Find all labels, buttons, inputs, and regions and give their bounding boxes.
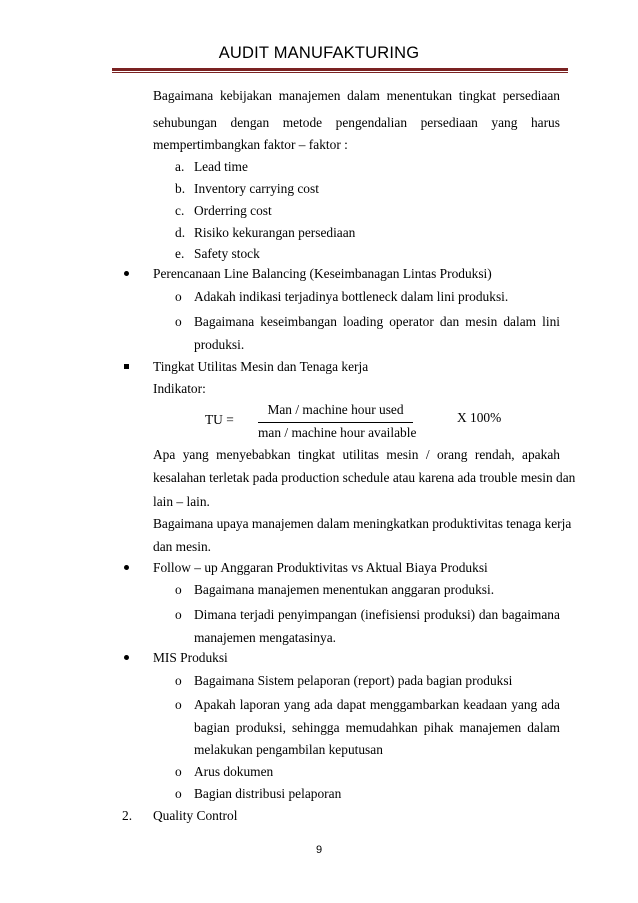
list-item-ordering-cost: Orderring cost [194, 203, 272, 218]
follow-up-sub-1: Bagaimana manajemen menentukan anggaran produksi. [194, 582, 495, 597]
word: pihak [423, 720, 454, 735]
formula-lhs: TU = [205, 412, 234, 427]
word: pengendalian [335, 115, 408, 130]
intro-line-3: mempertimbangkan faktor – faktor : [153, 137, 348, 152]
word: Dimana [194, 607, 237, 622]
word: lini [542, 314, 560, 329]
quality-control-heading: Quality Control [153, 808, 238, 823]
sub-bullet-marker: o [175, 673, 182, 688]
word: tingkat [458, 88, 496, 103]
utilitas-para-1-line-3: lain – lain. [153, 494, 210, 509]
utilitas-para-2-line-1: Bagaimana upaya manajemen dalam meningkatkan produktivitas tenaga kerja [153, 516, 572, 531]
word: dalam [503, 314, 537, 329]
word: menentukan [386, 88, 453, 103]
mis-title: MIS Produksi [153, 650, 228, 665]
word: yang [511, 697, 538, 712]
list-item-safety-stock: Safety stock [194, 246, 260, 261]
follow-up-title: Follow – up Anggaran Produktivitas vs Aktual Biaya Produksi [153, 560, 488, 575]
word: manajemen [278, 88, 341, 103]
word: metode [282, 115, 323, 130]
utilitas-para-1-line-2: kesalahan terletak pada production schedule atau karena ada trouble mesin dan [153, 470, 576, 485]
word: apakah [522, 447, 560, 462]
word: harus [530, 115, 560, 130]
word: tingkat [297, 447, 336, 462]
utilitas-para-1-line-1 [153, 447, 560, 463]
word: mesin [386, 447, 419, 462]
mis-sub-2-line-1 [194, 697, 560, 713]
word: orang [436, 447, 468, 462]
bullet-square-icon [124, 364, 129, 369]
line-balancing-title: Perencanaan Line Balancing (Keseimbanagan Lintas Produksi) [153, 266, 492, 281]
word: produksi) [423, 607, 476, 622]
header-rule-thin [112, 72, 568, 73]
line-balancing-sub-2-line-2: produksi. [194, 337, 245, 352]
word: keadaan [463, 697, 508, 712]
list-marker-b: b. [175, 181, 186, 196]
word: yang [182, 447, 209, 462]
word: yang [491, 115, 518, 130]
fraction-bar [258, 422, 413, 423]
word: mesin [465, 314, 498, 329]
header-rule [112, 68, 568, 71]
word: dan [439, 314, 460, 329]
word: Apa [153, 447, 176, 462]
word: Bagaimana [153, 88, 214, 103]
mis-sub-3: Arus dokumen [194, 764, 274, 779]
word: terjadi [240, 607, 275, 622]
word: dengan [230, 115, 270, 130]
word: menyebabkan [216, 447, 291, 462]
list-item-risiko: Risiko kekurangan persediaan [194, 225, 356, 240]
page-number: 9 [315, 844, 323, 856]
word: operator [389, 314, 434, 329]
bullet-dot-icon [124, 655, 129, 660]
mis-sub-1: Bagaimana Sistem pelaporan (report) pada bagian produksi [194, 673, 513, 688]
intro-line-1 [153, 88, 560, 104]
word: utilitas [342, 447, 379, 462]
bullet-dot-icon [124, 565, 129, 570]
word: menggambarkan [369, 697, 460, 712]
line-balancing-sub-1: Adakah indikasi terjadinya bottleneck dalam lini produksi. [194, 289, 509, 304]
list-marker-e: e. [175, 246, 185, 261]
page-header-title: AUDIT MANUFAKTURING [218, 44, 420, 62]
word: laporan [239, 697, 280, 712]
list-item-inventory-carrying-cost: Inventory carrying cost [194, 181, 319, 196]
follow-up-sub-2-line-1 [194, 607, 560, 623]
word: ada [314, 697, 333, 712]
word: / [425, 447, 430, 462]
word: dalam [527, 720, 560, 735]
sub-bullet-marker: o [175, 607, 182, 622]
mis-sub-2-line-2 [194, 720, 560, 736]
sub-bullet-marker: o [175, 314, 182, 329]
word: dan [478, 607, 499, 622]
mis-sub-2-line-3: melakukan pengambilan keputusan [194, 742, 383, 757]
word: ada [541, 697, 560, 712]
word: sehubungan [153, 115, 217, 130]
list-marker-c: c. [175, 203, 185, 218]
formula-denominator: man / machine hour available [258, 425, 417, 440]
follow-up-sub-2-line-2: manajemen mengatasinya. [194, 630, 337, 645]
word: bagaimana [501, 607, 560, 622]
word: dalam [347, 88, 380, 103]
word: sehingga [291, 720, 340, 735]
formula-multiplier: X 100% [457, 410, 502, 425]
word: persediaan [502, 88, 560, 103]
word: rendah, [474, 447, 515, 462]
line-balancing-sub-2-line-1 [194, 314, 560, 330]
section-number: 2. [122, 808, 133, 823]
word: Apakah [194, 697, 236, 712]
word: manajemen [459, 720, 522, 735]
word: dapat [336, 697, 366, 712]
sub-bullet-marker: o [175, 289, 182, 304]
list-item-lead-time: Lead time [194, 159, 248, 174]
word: memudahkan [345, 720, 418, 735]
word: (inefisiensi [360, 607, 421, 622]
word: keseimbangan [260, 314, 337, 329]
word: kebijakan [219, 88, 273, 103]
list-marker-a: a. [175, 159, 185, 174]
word: penyimpangan [278, 607, 357, 622]
utilitas-para-2-line-2: dan mesin. [153, 539, 212, 554]
sub-bullet-marker: o [175, 697, 182, 712]
bullet-dot-icon [124, 271, 129, 276]
formula-numerator: Man / machine hour used [267, 402, 404, 417]
word: loading [342, 314, 384, 329]
sub-bullet-marker: o [175, 786, 182, 801]
word: Bagaimana [194, 314, 255, 329]
word: persediaan [420, 115, 478, 130]
intro-line-2 [153, 115, 560, 131]
word: bagian [194, 720, 230, 735]
word: produksi, [235, 720, 286, 735]
mis-sub-4: Bagian distribusi pelaporan [194, 786, 342, 801]
sub-bullet-marker: o [175, 582, 182, 597]
list-marker-d: d. [175, 225, 186, 240]
sub-bullet-marker: o [175, 764, 182, 779]
utilitas-title: Tingkat Utilitas Mesin dan Tenaga kerja [153, 359, 369, 374]
indikator-label: Indikator: [153, 381, 206, 396]
word: yang [284, 697, 311, 712]
